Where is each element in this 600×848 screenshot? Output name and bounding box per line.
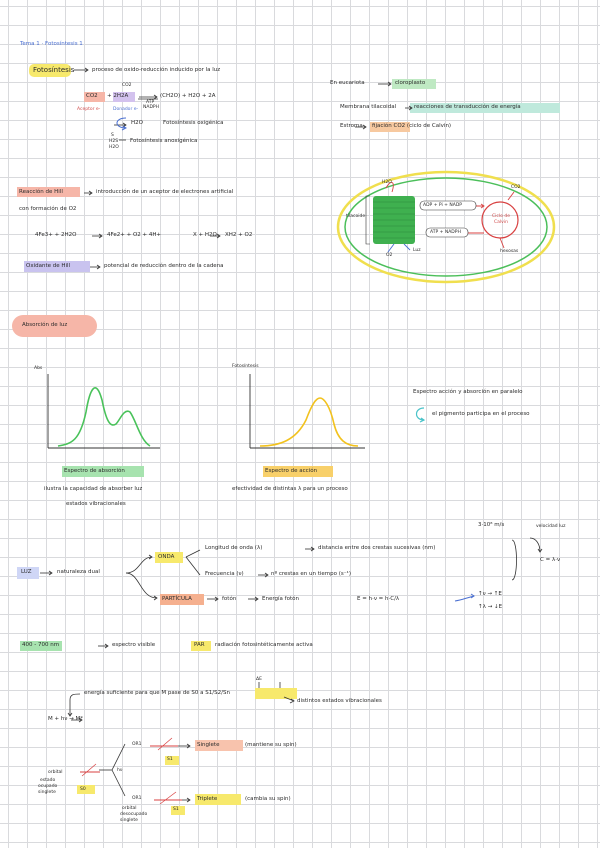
ground-desc-3: singlete (38, 790, 56, 795)
vibrational-note: distintos estados vibracionales (297, 698, 382, 704)
pigment-note: el pigmento participa en el proceso (432, 411, 530, 417)
highlight-s1 (255, 688, 297, 699)
donor-label: Donador e- (113, 107, 139, 112)
diagram-hexoses: hexosas (500, 249, 519, 254)
diagram-h2o: H2O (382, 180, 392, 185)
anoxygenic-photosynthesis: Fotosíntesis anoxigénica (130, 138, 198, 144)
thylakoid-stack (366, 196, 415, 244)
chloroplast-term: cloroplasto (395, 80, 426, 86)
hill-eq-mid: 4Fe2+ + O2 + 4H+ (107, 232, 162, 238)
wavelength-term: Longitud de onda (λ) (205, 545, 263, 551)
absorption-desc2: estados vibracionales (66, 501, 126, 507)
excitation-reaction: M + hν → M* (48, 716, 84, 722)
h2a-reactant: + 2H2A (107, 93, 129, 99)
dual-nature: naturaleza dual (57, 569, 100, 575)
wave-term: ONDA (158, 554, 175, 560)
ground-desc-2: ocupado (38, 784, 58, 789)
energy-note: energía suficiente para que M pase de S0 a S1/S2/Sn (84, 690, 230, 696)
action-chart (250, 374, 365, 448)
s1-state-a: S1 (167, 757, 173, 762)
alt-donor-h2o: H2O (109, 145, 119, 150)
absorption-curve (58, 388, 150, 446)
singlet-desc: (mantiene su spin) (245, 742, 297, 748)
s1-state-b: S1 (173, 807, 179, 812)
c-relation: C = λ·ν (540, 557, 561, 563)
page-title: Tema 1 · Fotosíntesis 1 (20, 41, 83, 47)
light-speed: 3·10⁸ m/s (478, 522, 505, 528)
diagram-adp: ADP + Pi + NADP (423, 203, 463, 208)
hv-label: hν (117, 768, 123, 773)
photosynthesis-axis-label: Fotosíntesis (232, 364, 259, 369)
diagram-o2: O2 (386, 253, 393, 258)
absorption-chart (48, 374, 160, 448)
photon-energy: Energía fotón (262, 596, 299, 602)
absorption-spectrum-label: Espectro de absorción (64, 468, 125, 474)
atp-label: ATP (146, 100, 155, 105)
membrane-term: Membrana tilacoidal (340, 104, 397, 110)
orbital-desc-1: orbital (122, 806, 137, 811)
orbital-1: OR1 (132, 742, 142, 747)
co2-fixation: fijación CO2 (ciclo de Calvin) (372, 123, 452, 129)
wavelength-desc: distancia entre dos crestas sucesivas (nm) (318, 545, 436, 551)
par-term: PAR (194, 642, 205, 648)
light-arrows (40, 538, 542, 601)
singlet-term: Singlete (197, 742, 220, 748)
particle-term: PARTÍCULA (162, 596, 192, 602)
photosynthesis-products: (CH2O) + H2O + 2A (160, 93, 216, 99)
nadph-label: NADPH (143, 105, 160, 110)
frequency-term: Frecuencia (ν) (205, 571, 244, 577)
acceptor-label: Aceptor e- (77, 107, 101, 112)
absorption-title: Absorción de luz (22, 322, 68, 328)
energy-equation: E = h·ν = h·C/λ (357, 596, 400, 602)
hill-eq-right: X + H2O (193, 232, 217, 238)
fotosintesis-definition: proceso de oxido-reducción inducido por la luz (92, 67, 221, 73)
hill-eq-result: XH2 + O2 (225, 232, 253, 238)
diagram-light: Luz (413, 248, 421, 253)
par-range: 400 - 700 nm (22, 642, 60, 648)
orbital-desc-3: singlete (120, 818, 138, 823)
hill-reaction-title: Reacción de Hill (19, 189, 63, 195)
frequency-desc: nº crestas en un tiempo (s⁻¹) (271, 571, 352, 577)
hill-eq-left: 4Fe3+ + 2H2O (35, 232, 77, 238)
h2o-donor: H2O (131, 120, 143, 126)
orbital-diagrams (80, 738, 182, 804)
absorption-desc: ilustra la capacidad de absorber luz (44, 486, 143, 492)
in-eukaryotes: En eucariota (330, 80, 365, 86)
co2-over-arrow: CO2 (122, 83, 132, 88)
diagram-arrows-blue (388, 244, 410, 252)
diagram-calvin: Ciclo de Calvin (492, 214, 510, 225)
action-spectrum-label: Espectro de acción (265, 468, 318, 474)
relation-arrow (455, 596, 474, 601)
chloroplast-outer-membrane (338, 172, 554, 282)
co2-reactant: CO2 (86, 93, 98, 99)
hill-oxidant-title: Oxidante de Hill (26, 263, 71, 269)
diagram-thylakoid: tilacoide (346, 214, 366, 219)
ground-state-orbital: orbital (48, 770, 63, 775)
visible-spectrum: espectro visible (112, 642, 156, 648)
triplet-term: Triplete (197, 796, 218, 802)
delta-e-label: ΔE (256, 677, 262, 682)
par-arrows (98, 644, 108, 648)
hill-reaction-desc2: con formación de O2 (19, 206, 77, 212)
stroma-term: Estroma (340, 123, 363, 129)
relation-freq: ↑ν → ↑E (478, 591, 502, 597)
term-fotosintesis: Fotosíntesis (33, 66, 75, 74)
alt-donor-s: S (111, 133, 114, 138)
diagram-atp: ATP + NADPH (430, 230, 461, 235)
abs-axis-label: Abs (34, 366, 43, 371)
luz-term: LUZ (21, 569, 32, 575)
parallel-bracket-arrow (417, 408, 425, 420)
oxygenic-photosynthesis: Fotosíntesis oxigénica (163, 120, 224, 126)
alt-donor-h2s: H2S (109, 139, 119, 144)
parallel-note: Espectro acción y absorción en paralelo (413, 389, 523, 395)
relation-wavelength: ↑λ → ↓E (478, 604, 503, 610)
triplet-desc: (cambia su spin) (245, 796, 291, 802)
s0-state: S0 (80, 787, 86, 792)
hill-oxidant-desc: potencial de reducción dentro de la cadena (104, 263, 224, 269)
par-desc: radiación fotosintéticamente activa (215, 642, 313, 648)
action-desc: efectividad de distintas λ para un proceso (232, 486, 348, 492)
diagram-co2: CO2 (511, 185, 521, 190)
orbital-desc-2: desocupado (120, 812, 148, 817)
light-speed-label: velocidad luz (536, 524, 566, 529)
hill-reaction-desc: introducción de un aceptor de electrones artificial (96, 189, 234, 195)
ground-desc-1: estado (40, 778, 56, 783)
photon-term: fotón (222, 596, 237, 602)
orbital-2: OR1 (132, 796, 142, 801)
action-curve (260, 398, 358, 446)
membrane-reactions: reacciones de transducción de energía (414, 104, 521, 110)
